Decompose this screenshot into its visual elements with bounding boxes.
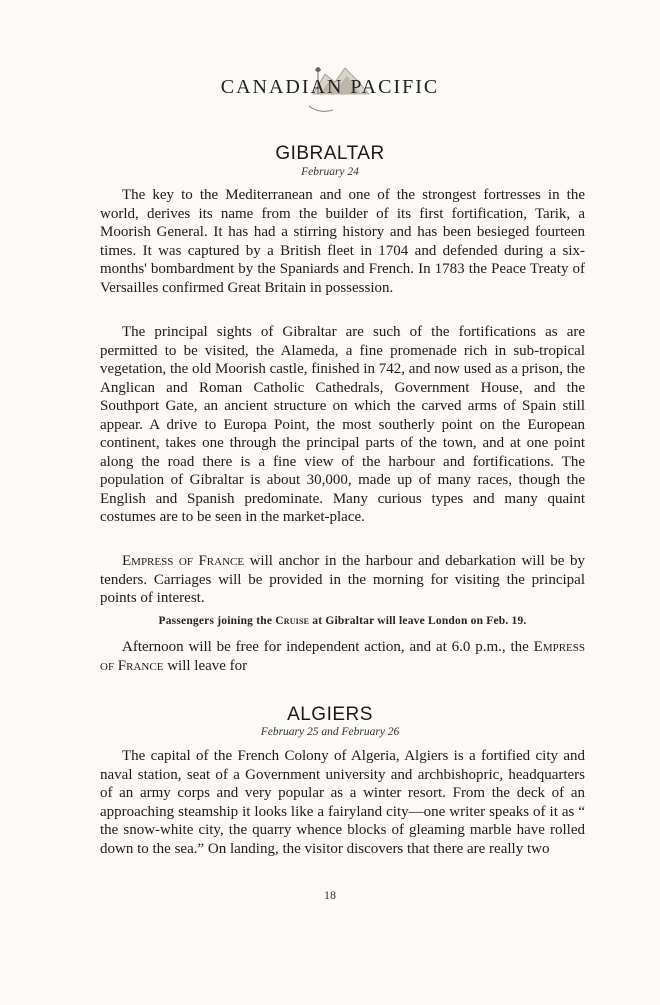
paragraph-text: will anchor in the harbour and debarkation will be by tenders. Carriages will be provided in the morning for visiting the principal points of interest.: [100, 553, 585, 606]
paragraph-text: The key to the Mediterranean and one of the strongest fortresses in the world, derives its name from the builder of its first fortification, Tarik, a Moorish General. It has had a stirring history and has been besieged fourteen times. It was captured by a British fleet in 1704 and defended during a six-months' bombardment by the Spaniards and French. In 1783 the Peace Treaty of Versailles confirmed Great Britain in possession.: [100, 187, 585, 296]
paragraph-text: The principal sights of Gibraltar are such of the fortifications as are permitted to be visited, the Alameda, a fine promenade rich in sub-tropical vegetation, the old Moorish castle, finished in 742, and now used as a prison, the Anglican and Roman Catholic Cathedrals, Government House, and the Southport Gate, an ancient structure on which the carved arms of Spain still appear. A drive to Europa Point, the most southerly point on the European continent, takes one through the principal parts of the town, and at one point along the road there is a fine view of the harbour and fortifications. The population of Gibraltar is about 30,000, made up of many races, though the English and Spanish predominate. Many curious types and many quaint costumes are to be seen in the market-place.: [100, 324, 585, 525]
paragraph-text: Afternoon will be free for independent action, and at 6.0 p.m., the: [122, 639, 529, 655]
paragraph-text: The capital of the French Colony of Algeria, Algiers is a fortified city and naval station, seat of a Government university and archbishopric, headquarters of an army corps and very popular as a winter resort. From the deck of an approaching steamship it looks like a fairyland city—one writer speaks of it as “ the snow-white city, the quarry whence blocks of gleaming marble have rolled down to the sea.” On landing, the visitor discovers that there are really two: [100, 748, 585, 857]
ship-name: Empress of France: [100, 639, 586, 674]
section-title-gibraltar: GIBRALTAR: [275, 143, 385, 164]
section-title-algiers: ALGIERS: [287, 704, 373, 725]
paragraph-gibraltar-1: [100, 186, 585, 297]
passenger-notice: [100, 615, 585, 627]
paragraph-gibraltar-4: [100, 638, 585, 675]
paragraph-gibraltar-3: [100, 552, 585, 608]
section-date-gibraltar: February 24: [301, 166, 359, 178]
paragraph-algiers-1: [100, 747, 585, 858]
masthead-title: CANADIAN PACIFIC: [220, 76, 440, 98]
section-date-algiers: February 25 and February 26: [260, 726, 400, 738]
page-number: 18: [324, 888, 336, 902]
notice-text-end: at Gibraltar will leave London on Feb. 19.: [309, 615, 527, 627]
masthead: [0, 60, 660, 120]
notice-text: Passengers joining the: [158, 615, 276, 627]
ship-name: Empress of France: [122, 553, 245, 569]
paragraph-gibraltar-2: [100, 323, 585, 527]
notice-cruise: Cruise: [275, 615, 310, 627]
paragraph-text-end: will leave for: [163, 657, 248, 674]
